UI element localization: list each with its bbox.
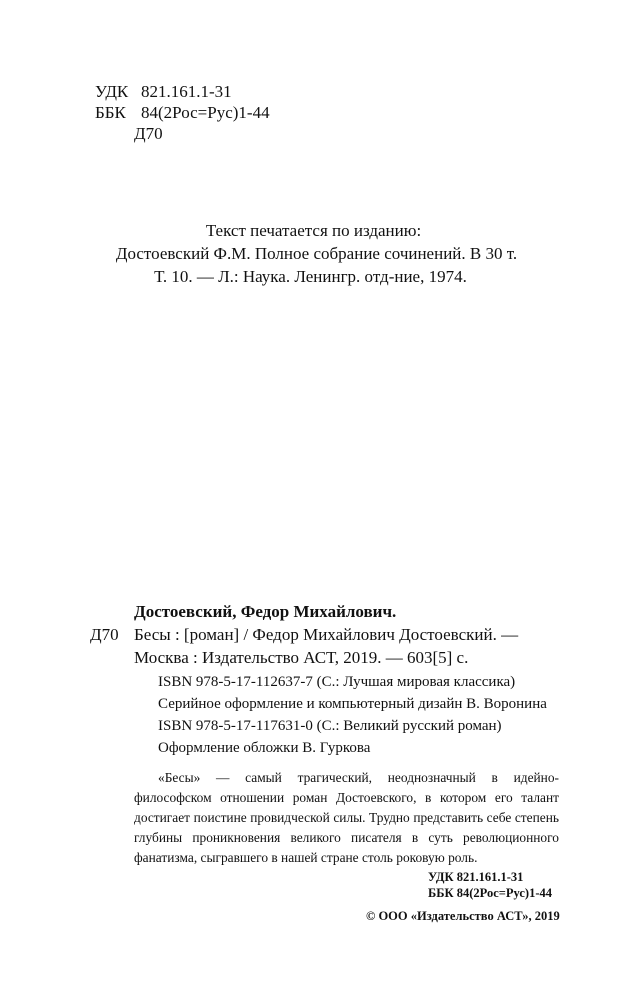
author-mark-top: Д70 bbox=[134, 124, 163, 143]
author-heading: Достоевский, Федор Михайлович. bbox=[134, 602, 397, 621]
footer-udk: УДК 821.161.1-31 bbox=[428, 870, 524, 884]
bib-line-1: Бесы : [роман] / Федор Михайлович Достоевский. — bbox=[134, 625, 519, 644]
source-line-2: Достоевский Ф.М. Полное собрание сочинений. В 30 т. bbox=[115, 244, 518, 263]
udk-row bbox=[95, 81, 232, 102]
footer-bbk: ББК 84(2Рос=Рус)1-44 bbox=[428, 886, 552, 900]
bbk-code: 84(2Рос=Рус)1-44 bbox=[141, 103, 270, 122]
bbk-row bbox=[95, 102, 270, 123]
author-mark: Д70 bbox=[90, 625, 119, 644]
copyright-line: © ООО «Издательство АСТ», 2019 bbox=[366, 909, 560, 923]
isbn-1: ISBN 978-5-17-112637-7 (С.: Лучшая мировая классика) bbox=[158, 674, 516, 690]
isbn-2: ISBN 978-5-17-117631-0 (С.: Великий русский роман) bbox=[158, 718, 502, 734]
udk-label: УДК bbox=[95, 82, 129, 101]
bbk-label: ББК bbox=[95, 103, 126, 122]
isbn-1-credit: Серийное оформление и компьютерный дизайн В. Воронина bbox=[158, 696, 547, 712]
source-line-1: Текст печатается по изданию: bbox=[205, 221, 422, 240]
isbn-2-credit: Оформление обложки В. Гуркова bbox=[158, 740, 371, 756]
source-line-3: Т. 10. — Л.: Наука. Ленингр. отд-ние, 1974. bbox=[154, 267, 467, 286]
bib-line-2: Москва : Издательство АСТ, 2019. — 603[5] с. bbox=[134, 648, 469, 667]
annotation: «Бесы» — самый трагический, неоднозначный в идейно-философском отношении роман Достоевского, в котором его талант достигает поистине провидческой силы. Трудно представить себе степень глубины проникновения великого писателя в суть революционного фанатизма, сыгравшего в нашей стране столь роковую роль. bbox=[134, 770, 559, 865]
udk-code: 821.161.1-31 bbox=[141, 82, 232, 101]
